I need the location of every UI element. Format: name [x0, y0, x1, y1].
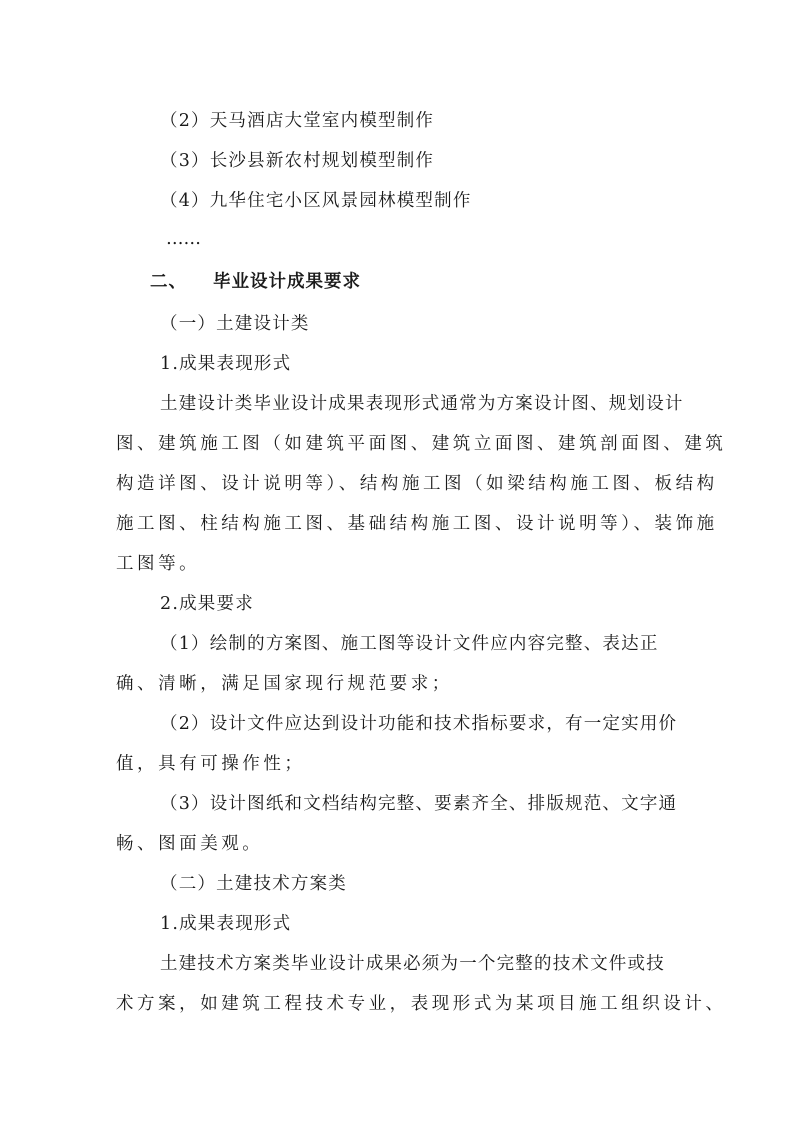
requirement-1-line: 确、清晰，满足国家现行规范要求；: [116, 674, 453, 694]
paragraph-line: 术方案，如建筑工程技术专业，表现形式为某项目施工组织设计、: [116, 994, 727, 1014]
subsection-title-1: （一）土建设计类: [160, 314, 310, 334]
ellipsis: ……: [166, 229, 201, 249]
paragraph-line: 土建技术方案类毕业设计成果必须为一个完整的技术文件或技: [160, 954, 665, 974]
requirement-3-line: 畅、图面美观。: [116, 834, 264, 854]
item-title-form-1: 1.成果表现形式: [160, 354, 292, 374]
list-item-3: （3）长沙县新农村规划模型制作: [160, 151, 435, 171]
requirement-3-line: （3）设计图纸和文档结构完整、要素齐全、排版规范、文字通: [160, 794, 678, 814]
paragraph-line: 施工图、柱结构施工图、基础结构施工图、设计说明等）、装饰施: [116, 514, 718, 534]
paragraph-line: 工图等。: [116, 554, 201, 574]
paragraph-line: 土建设计类毕业设计成果表现形式通常为方案设计图、规划设计: [160, 394, 684, 414]
item-title-form-2: 1.成果表现形式: [160, 914, 292, 934]
section-heading: [150, 270, 361, 294]
paragraph-line: 构造详图、设计说明等）、结构施工图（如梁结构施工图、板结构: [116, 474, 718, 494]
item-title-requirements: 2.成果要求: [160, 594, 254, 614]
paragraph-line: 图、建筑施工图（如建筑平面图、建筑立面图、建筑剖面图、建筑: [116, 434, 727, 454]
section-number: 二、: [150, 272, 187, 292]
requirement-2-line: （2）设计文件应达到设计功能和技术指标要求，有一定实用价: [160, 714, 678, 734]
requirement-1-line: （1）绘制的方案图、施工图等设计文件应内容完整、表达正: [160, 634, 659, 654]
list-item-2: （2）天马酒店大堂室内模型制作: [160, 111, 435, 131]
list-item-4: （4）九华住宅小区风景园林模型制作: [160, 191, 472, 211]
subsection-title-2: （二）土建技术方案类: [160, 874, 347, 894]
section-title: 毕业设计成果要求: [213, 272, 361, 292]
requirement-2-line: 值，具有可操作性；: [116, 754, 306, 774]
